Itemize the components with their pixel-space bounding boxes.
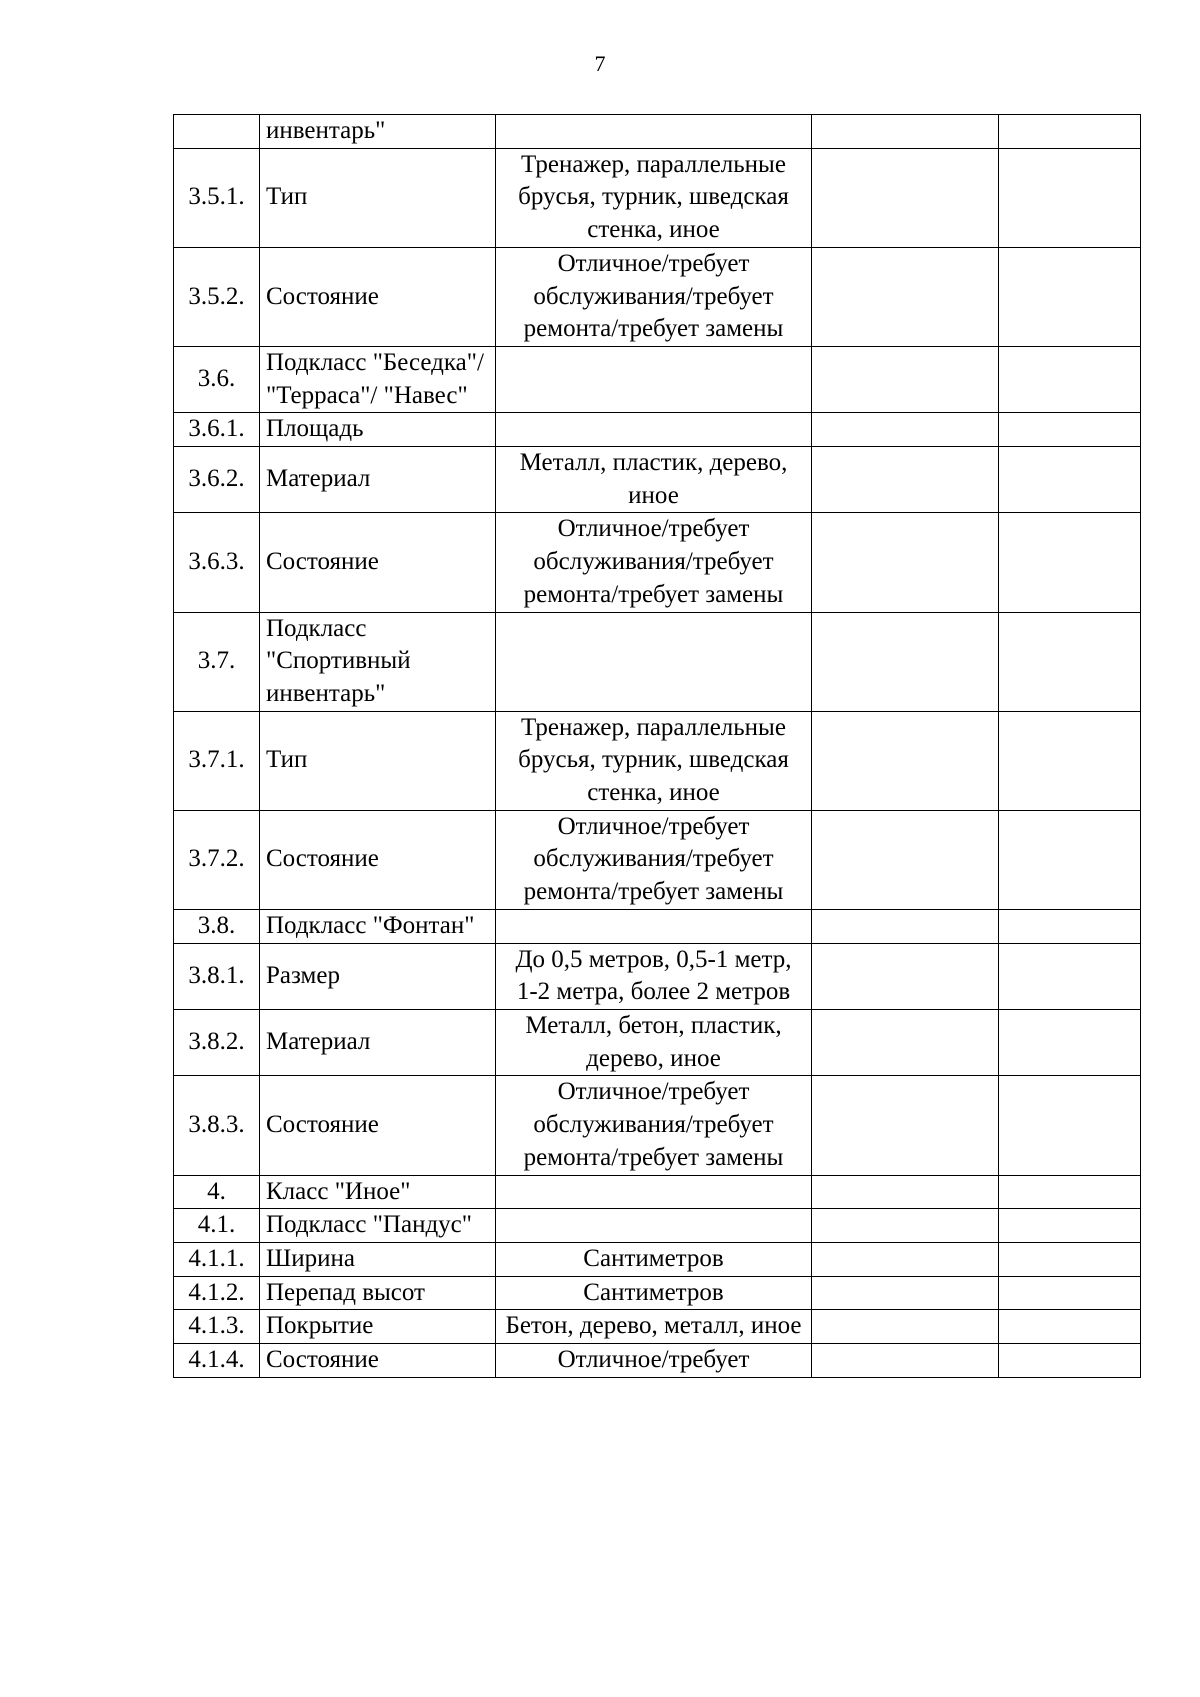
row-values: Бетон, дерево, металл, иное [496, 1310, 812, 1344]
row-values: Тренажер, параллельные брусья, турник, шведская стенка, иное [496, 148, 812, 247]
row-number: 4.1.3. [174, 1310, 260, 1344]
row-name: Состояние [260, 1344, 496, 1378]
specification-table [173, 114, 1141, 1378]
row-values: Отличное/требует обслуживания/требует ремонта/требует замены [496, 513, 812, 612]
empty-cell [812, 1076, 999, 1175]
row-name: Перепад высот [260, 1276, 496, 1310]
empty-cell [812, 148, 999, 247]
row-values: Отличное/требует обслуживания/требует ремонта/требует замены [496, 810, 812, 909]
row-values: Отличное/требует [496, 1344, 812, 1378]
row-name: Размер [260, 943, 496, 1009]
row-number: 3.5.1. [174, 148, 260, 247]
empty-cell [999, 148, 1141, 247]
table-row [174, 1076, 1141, 1175]
empty-cell [999, 1209, 1141, 1243]
row-number: 4.1.4. [174, 1344, 260, 1378]
table-row [174, 1310, 1141, 1344]
empty-cell [999, 810, 1141, 909]
row-number: 3.5.2. [174, 247, 260, 346]
row-number: 3.8.1. [174, 943, 260, 1009]
row-name: Подкласс "Спортивный инвентарь" [260, 612, 496, 711]
row-name: Подкласс "Пандус" [260, 1209, 496, 1243]
row-name: Тип [260, 711, 496, 810]
row-name: Ширина [260, 1242, 496, 1276]
table-row [174, 1209, 1141, 1243]
table-row [174, 612, 1141, 711]
table-row [174, 346, 1141, 412]
row-name: Состояние [260, 810, 496, 909]
empty-cell [812, 346, 999, 412]
table-row [174, 413, 1141, 447]
row-values [496, 346, 812, 412]
empty-cell [999, 346, 1141, 412]
empty-cell [999, 1175, 1141, 1209]
row-values: Тренажер, параллельные брусья, турник, шведская стенка, иное [496, 711, 812, 810]
row-name: Класс "Иное" [260, 1175, 496, 1209]
row-number: 4.1.2. [174, 1276, 260, 1310]
row-number: 3.6.3. [174, 513, 260, 612]
row-values [496, 612, 812, 711]
empty-cell [999, 711, 1141, 810]
empty-cell [812, 943, 999, 1009]
empty-cell [812, 1344, 999, 1378]
empty-cell [999, 247, 1141, 346]
empty-cell [812, 810, 999, 909]
empty-cell [999, 115, 1141, 149]
row-name: Площадь [260, 413, 496, 447]
row-values: Отличное/требует обслуживания/требует ремонта/требует замены [496, 1076, 812, 1175]
row-values [496, 1209, 812, 1243]
row-number: 3.8.3. [174, 1076, 260, 1175]
empty-cell [812, 1175, 999, 1209]
empty-cell [812, 413, 999, 447]
row-values: До 0,5 метров, 0,5-1 метр, 1-2 метра, более 2 метров [496, 943, 812, 1009]
row-number: 3.7.2. [174, 810, 260, 909]
row-number: 4.1.1. [174, 1242, 260, 1276]
row-name: Подкласс "Беседка"/ "Терраса"/ "Навес" [260, 346, 496, 412]
empty-cell [812, 711, 999, 810]
empty-cell [812, 1209, 999, 1243]
row-name: Подкласс "Фонтан" [260, 909, 496, 943]
table-row [174, 513, 1141, 612]
empty-cell [999, 943, 1141, 1009]
table-row [174, 943, 1141, 1009]
row-number: 4.1. [174, 1209, 260, 1243]
row-name: Материал [260, 1009, 496, 1075]
row-name: Тип [260, 148, 496, 247]
row-number: 3.7. [174, 612, 260, 711]
row-values [496, 115, 812, 149]
row-values: Сантиметров [496, 1276, 812, 1310]
empty-cell [999, 513, 1141, 612]
row-name: Покрытие [260, 1310, 496, 1344]
empty-cell [812, 513, 999, 612]
row-values: Металл, бетон, пластик, дерево, иное [496, 1009, 812, 1075]
table-row [174, 1009, 1141, 1075]
empty-cell [999, 1242, 1141, 1276]
row-values: Металл, пластик, дерево, иное [496, 447, 812, 513]
empty-cell [999, 1076, 1141, 1175]
row-values [496, 909, 812, 943]
row-number: 3.6.2. [174, 447, 260, 513]
row-number: 4. [174, 1175, 260, 1209]
table-row [174, 447, 1141, 513]
empty-cell [999, 1310, 1141, 1344]
table-row [174, 1175, 1141, 1209]
empty-cell [999, 447, 1141, 513]
row-name: Состояние [260, 247, 496, 346]
row-number: 3.8.2. [174, 1009, 260, 1075]
row-number [174, 115, 260, 149]
row-name: Материал [260, 447, 496, 513]
empty-cell [999, 413, 1141, 447]
row-number: 3.6. [174, 346, 260, 412]
table-row [174, 1242, 1141, 1276]
row-number: 3.8. [174, 909, 260, 943]
table-row [174, 247, 1141, 346]
empty-cell [812, 612, 999, 711]
empty-cell [812, 909, 999, 943]
empty-cell [999, 1344, 1141, 1378]
table-row [174, 1276, 1141, 1310]
table-row [174, 810, 1141, 909]
table-row [174, 909, 1141, 943]
empty-cell [812, 247, 999, 346]
row-values: Сантиметров [496, 1242, 812, 1276]
empty-cell [812, 1276, 999, 1310]
table-row [174, 711, 1141, 810]
empty-cell [999, 909, 1141, 943]
empty-cell [812, 115, 999, 149]
page-number: 7 [594, 51, 606, 76]
row-number: 3.7.1. [174, 711, 260, 810]
empty-cell [999, 612, 1141, 711]
empty-cell [999, 1009, 1141, 1075]
empty-cell [812, 447, 999, 513]
row-name: Состояние [260, 1076, 496, 1175]
row-name: инвентарь" [260, 115, 496, 149]
table-row [174, 1344, 1141, 1378]
table-row [174, 148, 1141, 247]
row-values [496, 413, 812, 447]
row-values: Отличное/требует обслуживания/требует ремонта/требует замены [496, 247, 812, 346]
table-row [174, 115, 1141, 149]
empty-cell [812, 1242, 999, 1276]
empty-cell [812, 1009, 999, 1075]
row-values [496, 1175, 812, 1209]
empty-cell [999, 1276, 1141, 1310]
empty-cell [812, 1310, 999, 1344]
row-name: Состояние [260, 513, 496, 612]
row-number: 3.6.1. [174, 413, 260, 447]
